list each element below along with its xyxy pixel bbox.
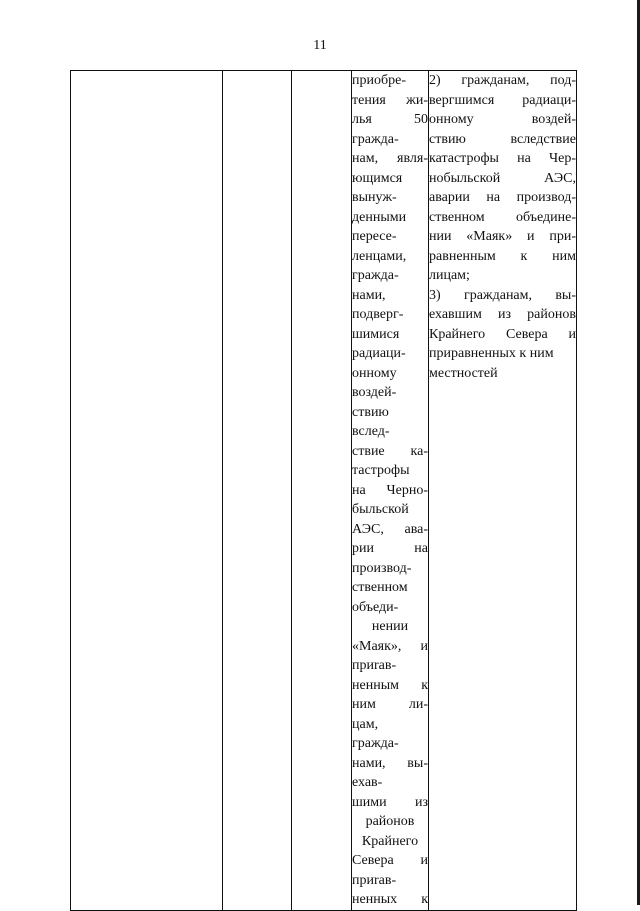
text-line: ним ли- [352,697,428,712]
text-line: ственном объедине- [429,209,576,225]
text-line: 2) гражданам, под- [429,73,576,88]
text-line: радиаци- [352,346,406,361]
text-line: Севера и [352,853,428,868]
text-line: нобыльской АЭС, [429,170,576,186]
column5-text [429,71,576,383]
table-cell-col4 [352,71,429,911]
text-line: шими из [352,794,428,810]
text-line: аварии на производ- [429,190,576,205]
text-line: шимися [352,326,400,342]
text-line: Крайнего Севера и [429,326,576,342]
text-line: гражда- [352,268,399,283]
column4-text [352,71,428,910]
text-line: онному [352,365,397,381]
text-line: объеди- [352,599,399,615]
text-line: рии на [352,541,428,556]
text-line: денными [352,209,407,225]
text-line: вслед- [352,424,390,439]
table-cell-col2 [223,71,292,911]
text-line: Крайнего [361,833,419,849]
table-row [71,71,577,911]
text-line: местностей [429,365,498,381]
text-line: нами, вы- [352,755,428,771]
text-line: ехавшим из районов [429,307,576,322]
text-line: пересе- [352,229,397,244]
text-line: тения жи- [352,92,428,108]
text-line: тастрофы [352,463,410,478]
text-line: нии «Маяк» и при- [429,229,576,244]
text-line: гражда- [352,131,399,147]
text-line: быльской [352,502,409,517]
text-line: ствию вследствие [429,131,576,147]
text-line: нам, явля- [352,151,428,166]
text-line: ющимся [352,170,403,186]
text-line: вергшимся радиаци- [429,92,576,108]
text-line: ственном [352,580,408,595]
text-line: равненным к ним [429,248,576,264]
text-line: гражда- [352,736,399,751]
table-cell-col3 [292,71,352,911]
text-line: ненных к [352,892,428,907]
text-line: на Черно- [352,482,428,498]
text-line: приrав- [352,872,397,888]
text-line: ехав- [352,775,383,790]
page-number: 11 [313,38,327,53]
text-line: ленцами, [352,248,407,264]
text-line: ненным к [352,677,428,693]
text-line: АЭС, ава- [352,521,428,537]
text-line: лицам; [429,268,470,283]
text-line: лья 50 [352,112,428,127]
text-line: районов [365,814,415,829]
text-line: ствию [352,404,389,420]
text-line: приобре- [352,73,406,88]
text-line: ствие ка- [352,443,428,459]
text-line: катастрофы на Чер- [429,151,576,166]
text-line: онному воздей- [429,112,576,127]
text-line: цам, [352,716,379,732]
text-line: подверг- [352,307,404,322]
text-line: «Маяк», и [352,638,428,654]
text-line: приrав- [352,658,397,673]
text-line: приравненных к ним [429,346,554,361]
table-cell-col5 [429,71,577,911]
text-line: производ- [352,560,412,576]
text-line: 3) гражданам, вы- [429,287,576,303]
document-table [70,70,577,911]
text-line: вынуж- [352,190,397,205]
table-cell-col1 [71,71,223,911]
text-line: нении [371,619,409,634]
text-line: нами, [352,287,386,303]
text-line: воздей- [352,385,397,400]
